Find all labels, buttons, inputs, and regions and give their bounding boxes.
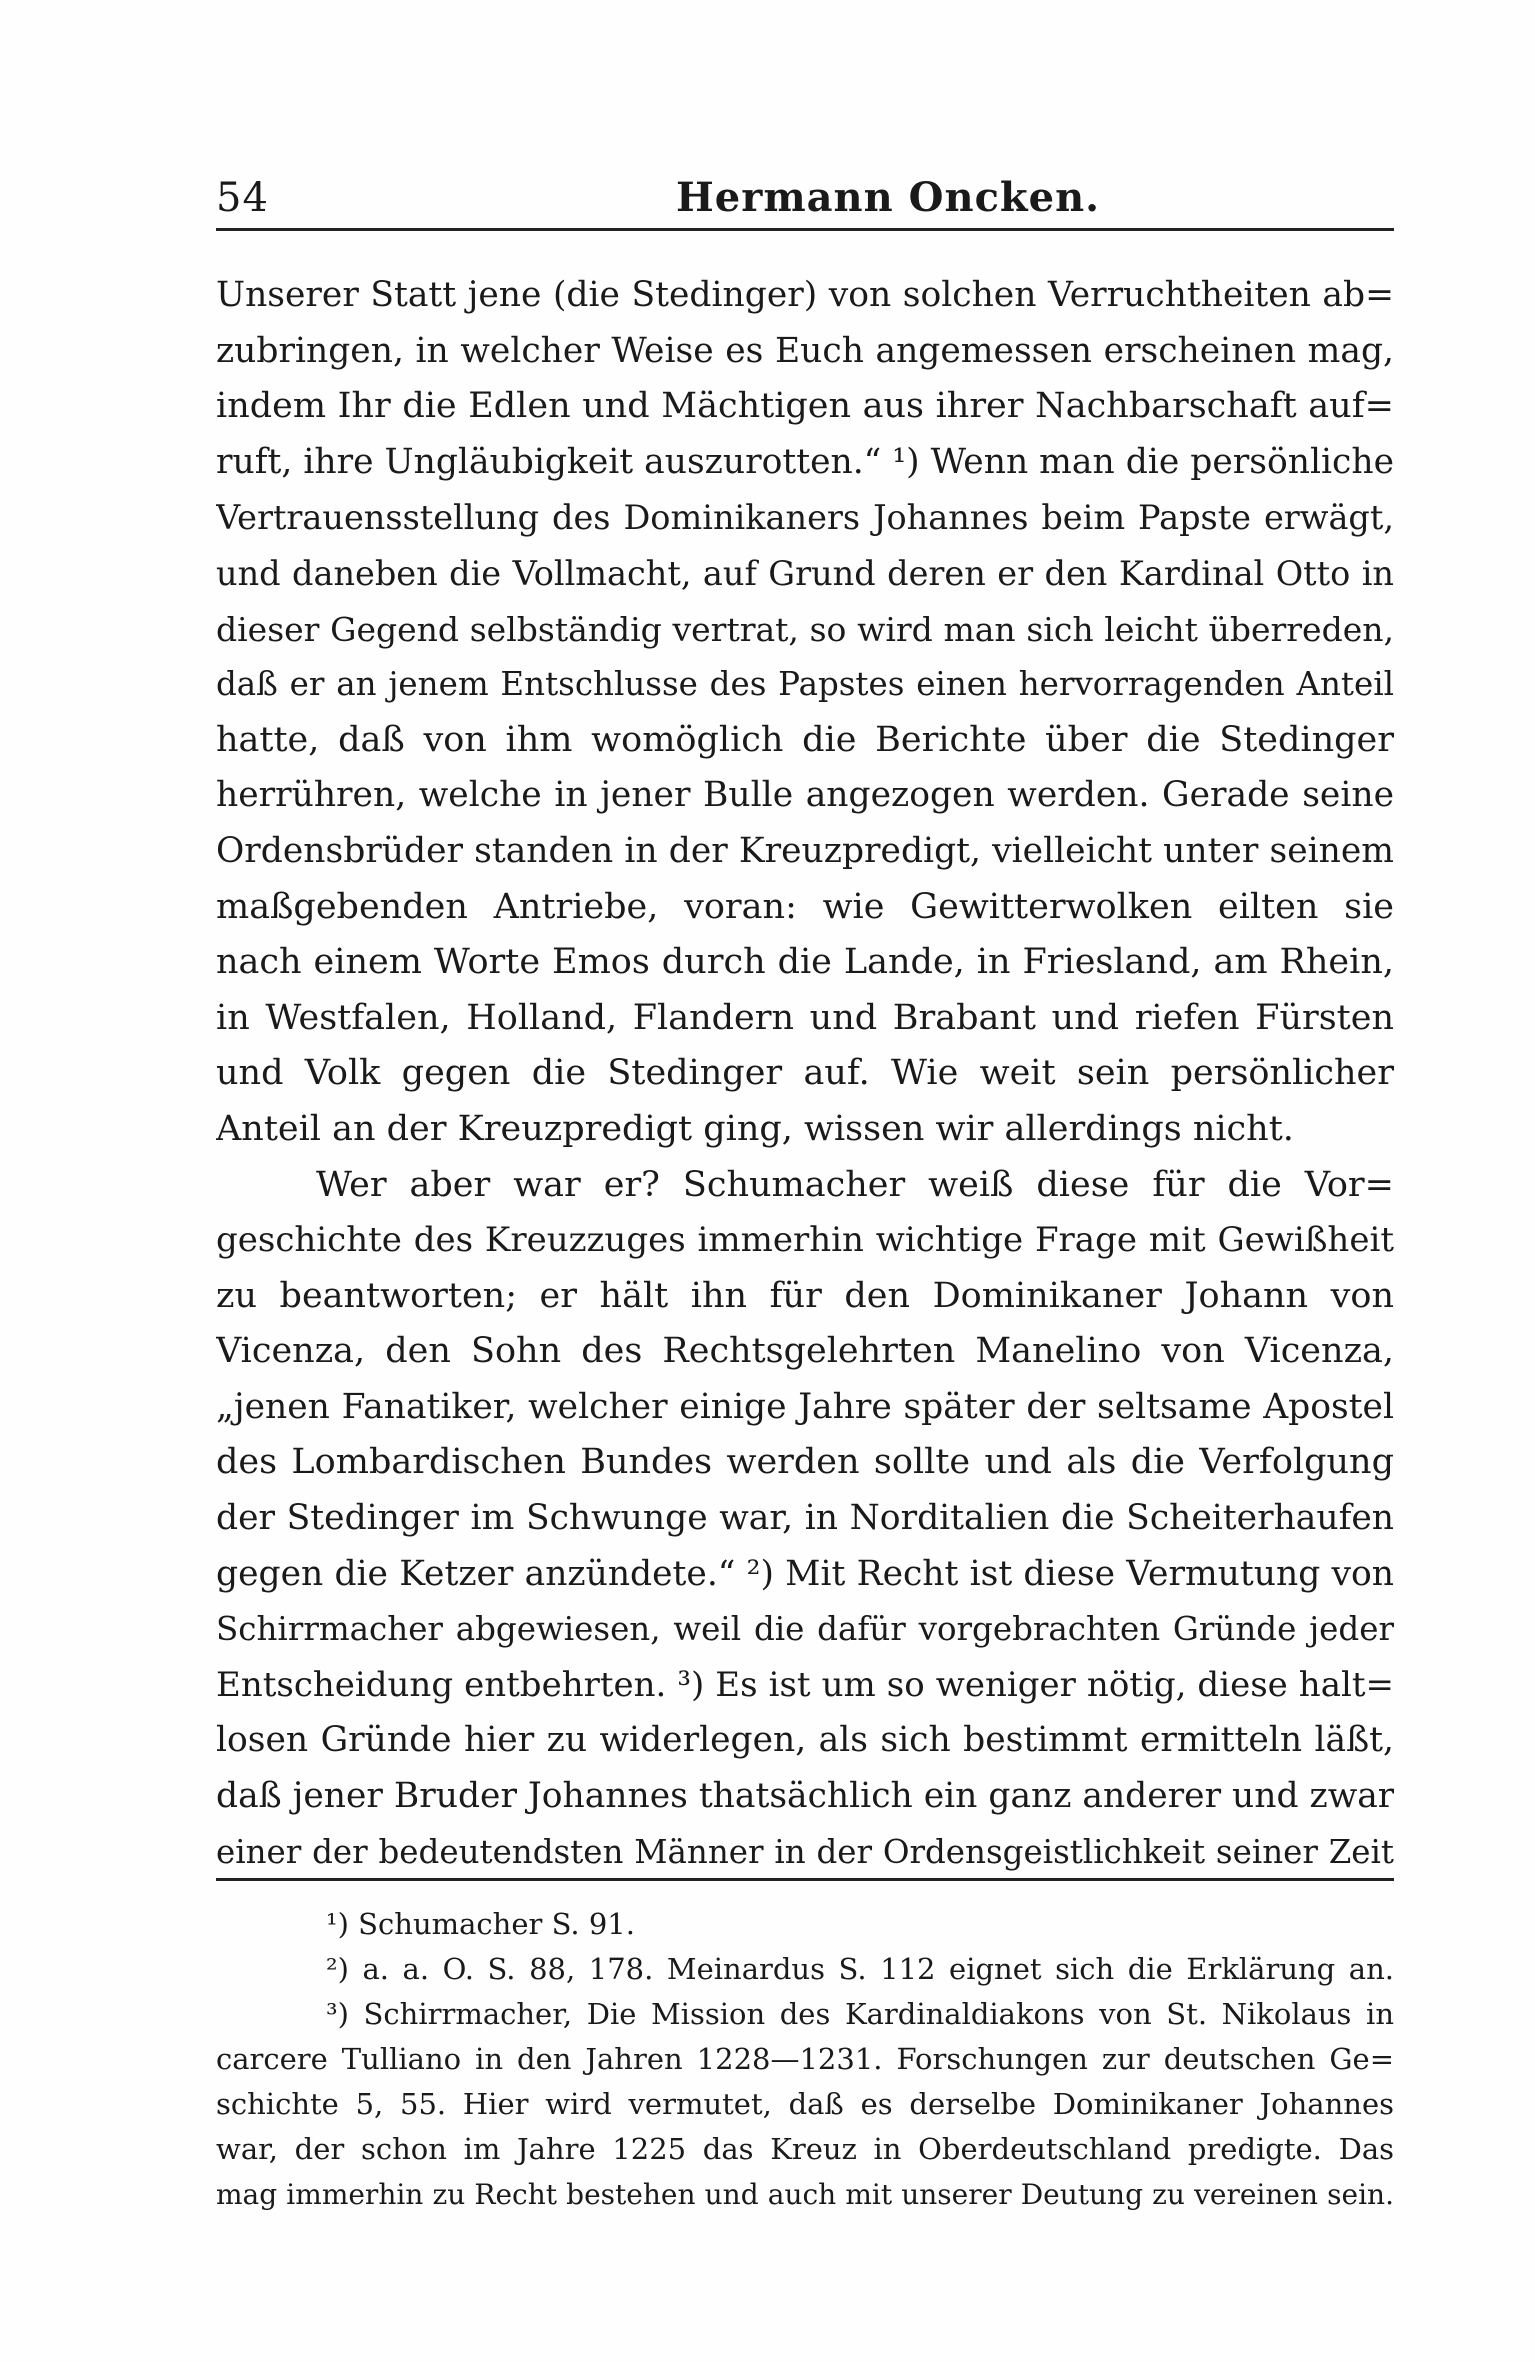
text-line: Ordensbrüder standen in der Kreuzpredigt, vielleicht unter seinem xyxy=(216,830,1394,871)
text-line: Wer aber war er? Schumacher weiß diese für die Vor= xyxy=(316,1164,1394,1205)
text-line: daß er an jenem Entschlusse des Papstes einen hervorragenden Anteil xyxy=(216,665,1394,704)
text-line: gegen die Ketzer anzündete.“ ²) Mit Recht ist diese Vermutung von xyxy=(216,1553,1394,1594)
text-line: und daneben die Vollmacht, auf Grund deren er den Kardinal Otto in xyxy=(216,553,1394,593)
text-line: daß jener Bruder Johannes thatsächlich ein ganz anderer und zwar xyxy=(216,1776,1394,1817)
footnote-line: carcere Tulliano in den Jahren 1228—1231. Forschungen zur deutschen Ge= xyxy=(216,2042,1394,2076)
text-line: geschichte des Kreuzzuges immerhin wichtige Frage mit Gewißheit xyxy=(216,1220,1394,1261)
text-line: Vertrauensstellung des Dominikaners Johannes beim Papste erwägt, xyxy=(216,498,1394,538)
text-line: zubringen, in welcher Weise es Euch angemessen erscheinen mag, xyxy=(216,330,1394,371)
page-number: 54 xyxy=(216,175,269,221)
text-line: losen Gründe hier zu widerlegen, als sich bestimmt ermitteln läßt, xyxy=(216,1720,1394,1761)
text-line: und Volk gegen die Stedinger auf. Wie weit sein persönlicher xyxy=(216,1053,1394,1094)
footnotes xyxy=(216,1902,1394,2217)
text-line: indem Ihr die Edlen und Mächtigen aus ihrer Nachbarschaft auf= xyxy=(216,386,1394,427)
text-line: einer der bedeutendsten Männer in der Ordensgeistlichkeit seiner Zeit xyxy=(216,1832,1394,1871)
text-line: zu beantworten; er hält ihn für den Dominikaner Johann von xyxy=(216,1275,1394,1316)
text-line: herrühren, welche in jener Bulle angezogen werden. Gerade seine xyxy=(216,775,1394,816)
text-line: Anteil an der Kreuzpredigt ging, wissen wir allerdings nicht. xyxy=(216,1108,1294,1149)
text-line: nach einem Worte Emos durch die Lande, in Friesland, am Rhein, xyxy=(216,942,1394,983)
text-line: Entscheidung entbehrten. ³) Es ist um so weniger nötig, diese halt= xyxy=(216,1664,1394,1705)
footnote-line: ²) a. a. O. S. 88, 178. Meinardus S. 112 eignet sich die Erklärung an. xyxy=(326,1952,1394,1986)
text-line: Unserer Statt jene (die Stedinger) von solchen Verruchtheiten ab= xyxy=(216,275,1394,315)
text-line: maßgebenden Antriebe, voran: wie Gewitterwolken eilten sie xyxy=(216,886,1394,927)
footnote-line: war, der schon im Jahre 1225 das Kreuz in Oberdeutschland predigte. Das xyxy=(216,2132,1394,2166)
footnote-line: ¹) Schumacher S. 91. xyxy=(326,1907,635,1941)
text-line: des Lombardischen Bundes werden sollte und als die Verfolgung xyxy=(216,1442,1394,1483)
body-text xyxy=(216,268,1394,1880)
text-line: in Westfalen, Holland, Flandern und Brabant und riefen Fürsten xyxy=(216,997,1394,1038)
text-line: Vicenza, den Sohn des Rechtsgelehrten Manelino von Vicenza, xyxy=(216,1331,1394,1372)
text-line: der Stedinger im Schwunge war, in Norditalien die Scheiterhaufen xyxy=(216,1498,1394,1539)
footnote-line: mag immerhin zu Recht bestehen und auch mit unserer Deutung zu vereinen sein. xyxy=(216,2178,1394,2211)
header-rule xyxy=(216,228,1394,231)
footnote-rule xyxy=(216,1878,1394,1881)
text-line: „jenen Fanatiker, welcher einige Jahre später der seltsame Apostel xyxy=(216,1386,1394,1427)
running-title: Hermann Oncken. xyxy=(676,174,1101,221)
page-header xyxy=(216,168,1394,228)
text-line: ruft, ihre Ungläubigkeit auszurotten.“ ¹) Wenn man die persönliche xyxy=(216,441,1394,482)
footnote-line: schichte 5, 55. Hier wird vermutet, daß es derselbe Dominikaner Johannes xyxy=(216,2087,1394,2121)
text-line: hatte, daß von ihm womöglich die Berichte über die Stedinger xyxy=(216,719,1394,760)
text-line: dieser Gegend selbständig vertrat, so wird man sich leicht überreden, xyxy=(216,609,1394,649)
text-line: Schirrmacher abgewiesen, weil die dafür vorgebrachten Gründe jeder xyxy=(216,1610,1394,1649)
footnote-line: ³) Schirrmacher, Die Mission des Kardinaldiakons von St. Nikolaus in xyxy=(326,1997,1394,2031)
